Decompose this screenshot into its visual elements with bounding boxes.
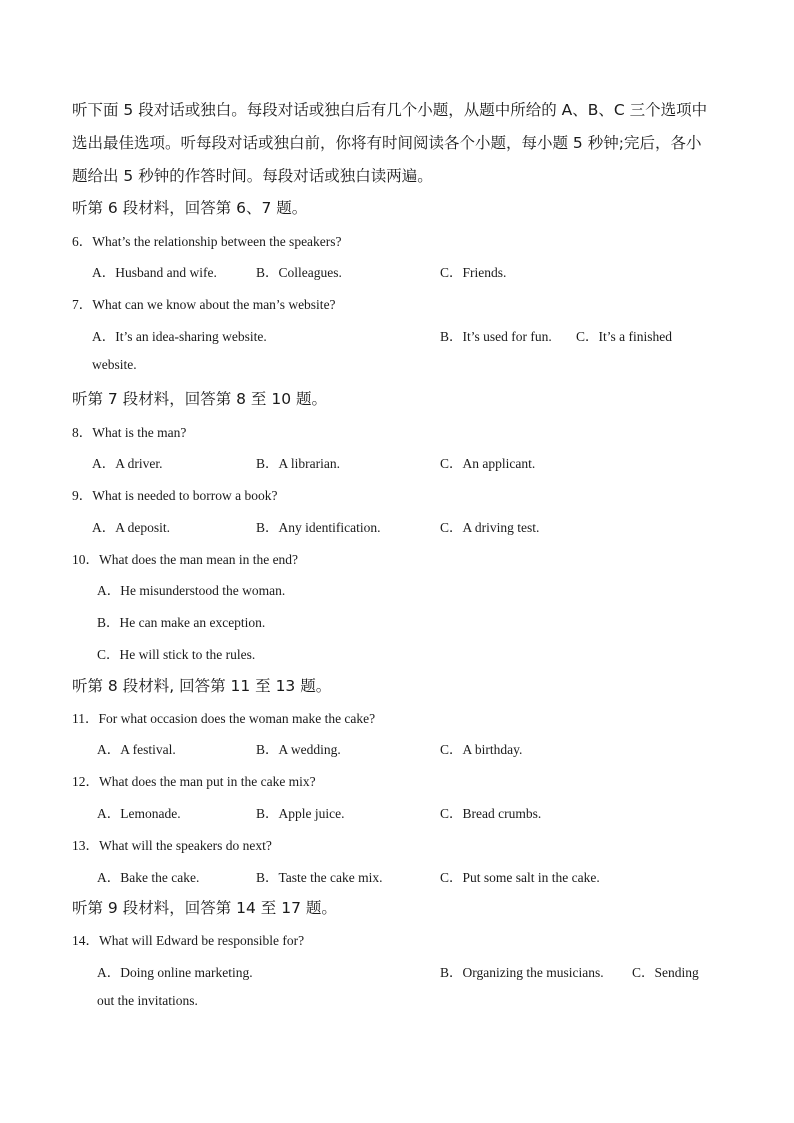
question-10: 10．What does the man mean in the end? — [72, 552, 299, 567]
question-11-option-b: B．A wedding. — [256, 742, 341, 757]
section-heading-7: 听第 7 段材料，回答第 8 至 10 题。 — [72, 390, 328, 408]
question-13-option-a: A．Bake the cake. — [97, 870, 200, 885]
question-8-option-a: A．A driver. — [92, 456, 163, 471]
intro-line-1: 听下面 5 段对话或独白。每段对话或独白后有几个小题，从题中所给的 A、B、C 三个选项中 — [72, 101, 708, 119]
question-12-option-b: B．Apple juice. — [256, 806, 345, 821]
question-14-option-b: B．Organizing the musicians. — [440, 965, 604, 980]
question-7-option-c-continued: website. — [92, 357, 137, 372]
question-10-option-c: C．He will stick to the rules. — [97, 647, 256, 662]
intro-line-2: 选出最佳选项。听每段对话或独白前，你将有时间阅读各个小题，每小题 5 秒钟;完后，各小 — [72, 134, 702, 152]
question-6-option-a: A．Husband and wife. — [92, 265, 217, 280]
question-11-option-c: C．A birthday. — [440, 742, 523, 757]
section-heading-9: 听第 9 段材料，回答第 14 至 17 题。 — [72, 899, 337, 917]
question-6-option-b: B．Colleagues. — [256, 265, 342, 280]
question-14-option-a: A．Doing online marketing. — [97, 965, 253, 980]
question-12: 12．What does the man put in the cake mix? — [72, 774, 316, 789]
question-8-option-c: C．An applicant. — [440, 456, 536, 471]
question-9-option-a: A．A deposit. — [92, 520, 171, 535]
question-12-option-c: C．Bread crumbs. — [440, 806, 542, 821]
question-7-option-b: B．It’s used for fun. — [440, 329, 552, 344]
question-6: 6．What’s the relationship between the speakers? — [72, 234, 342, 249]
question-8: 8．What is the man? — [72, 425, 187, 440]
section-heading-8: 听第 8 段材料, 回答第 11 至 13 题。 — [72, 677, 332, 695]
question-7-option-a: A．It’s an idea-sharing website. — [92, 329, 267, 344]
question-10-option-a: A．He misunderstood the woman. — [97, 583, 286, 598]
question-14-option-c: C．Sending — [632, 965, 699, 980]
question-7-option-c: C．It’s a finished — [576, 329, 672, 344]
question-9-option-b: B．Any identification. — [256, 520, 381, 535]
question-13-option-b: B．Taste the cake mix. — [256, 870, 383, 885]
question-8-option-b: B．A librarian. — [256, 456, 340, 471]
question-12-option-a: A．Lemonade. — [97, 806, 181, 821]
question-6-option-c: C．Friends. — [440, 265, 507, 280]
question-10-option-b: B．He can make an exception. — [97, 615, 266, 630]
intro-line-3: 题给出 5 秒钟的作答时间。每段对话或独白读两遍。 — [72, 167, 433, 185]
question-11-option-a: A．A festival. — [97, 742, 176, 757]
question-9: 9．What is needed to borrow a book? — [72, 488, 278, 503]
section-heading-6: 听第 6 段材料，回答第 6、7 题。 — [72, 199, 308, 217]
question-14-option-c-continued: out the invitations. — [97, 993, 198, 1008]
question-13-option-c: C．Put some salt in the cake. — [440, 870, 600, 885]
question-9-option-c: C．A driving test. — [440, 520, 540, 535]
question-13: 13．What will the speakers do next? — [72, 838, 272, 853]
question-7: 7．What can we know about the man’s website? — [72, 297, 336, 312]
question-14: 14．What will Edward be responsible for? — [72, 933, 305, 948]
question-11: 11．For what occasion does the woman make the cake? — [72, 711, 376, 726]
